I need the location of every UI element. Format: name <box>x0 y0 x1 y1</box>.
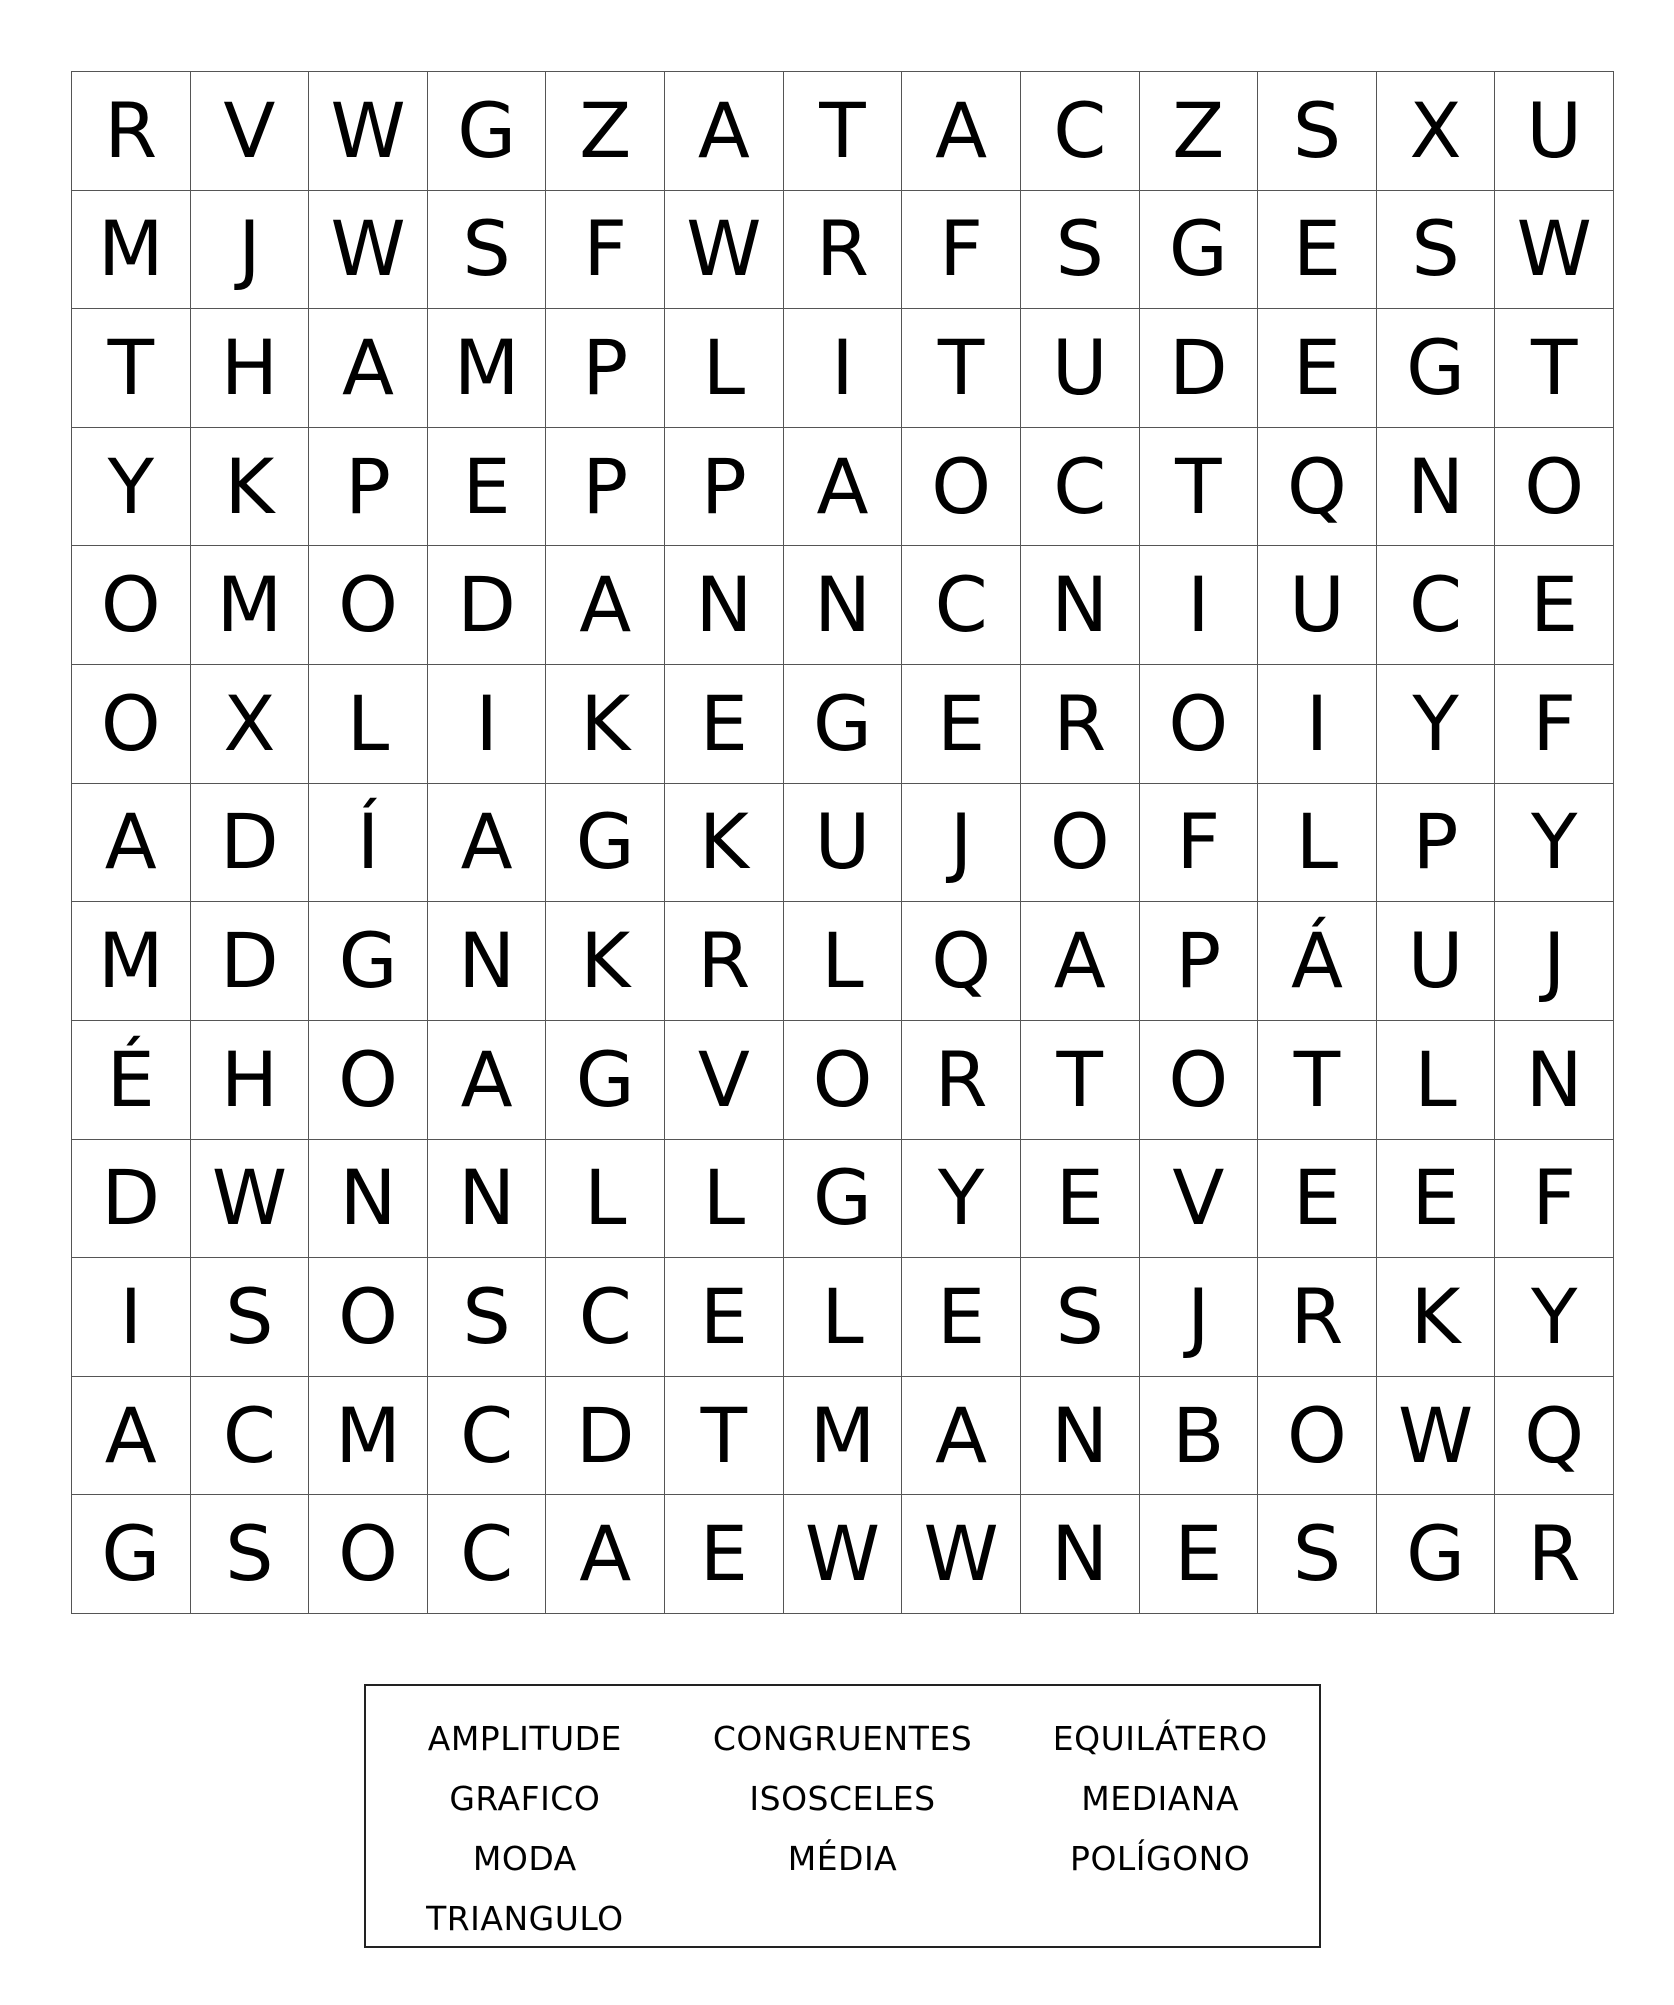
grid-cell[interactable]: E <box>1140 1495 1259 1614</box>
grid-cell[interactable]: I <box>428 665 547 784</box>
grid-cell[interactable]: E <box>428 428 547 547</box>
grid-cell[interactable]: O <box>1140 665 1259 784</box>
grid-cell[interactable]: M <box>428 309 547 428</box>
grid-cell[interactable]: P <box>665 428 784 547</box>
grid-cell[interactable]: J <box>1140 1258 1259 1377</box>
grid-cell[interactable]: É <box>72 1021 191 1140</box>
word-bank-item: AMPLITUDE <box>427 1718 622 1758</box>
grid-cell[interactable]: M <box>784 1377 903 1496</box>
grid-cell[interactable]: O <box>902 428 1021 547</box>
grid-cell[interactable]: P <box>546 309 665 428</box>
grid-cell[interactable]: T <box>1258 1021 1377 1140</box>
grid-cell[interactable]: L <box>546 1140 665 1259</box>
word-bank-item: CONGRUENTES <box>712 1718 973 1758</box>
grid-cell[interactable]: Y <box>902 1140 1021 1259</box>
grid-cell[interactable]: G <box>784 665 903 784</box>
grid-cell[interactable]: Á <box>1258 902 1377 1021</box>
grid-cell[interactable]: T <box>1140 428 1259 547</box>
grid-cell[interactable]: P <box>546 428 665 547</box>
grid-cell[interactable]: A <box>309 309 428 428</box>
grid-cell[interactable]: E <box>665 1495 784 1614</box>
grid-cell[interactable]: D <box>72 1140 191 1259</box>
grid-cell[interactable]: Q <box>902 902 1021 1021</box>
grid-cell[interactable]: N <box>428 1140 547 1259</box>
grid-cell[interactable]: T <box>1495 309 1614 428</box>
word-bank-item: GRAFICO <box>449 1778 601 1818</box>
grid-cell[interactable]: O <box>1021 784 1140 903</box>
grid-cell[interactable]: A <box>902 1377 1021 1496</box>
grid-cell[interactable]: U <box>1258 546 1377 665</box>
grid-cell[interactable]: K <box>191 428 310 547</box>
grid-cell[interactable]: O <box>309 1021 428 1140</box>
grid-cell[interactable]: O <box>72 546 191 665</box>
grid-cell[interactable]: H <box>191 309 310 428</box>
grid-cell[interactable]: S <box>1258 1495 1377 1614</box>
grid-cell[interactable]: Y <box>1495 784 1614 903</box>
grid-cell[interactable]: S <box>428 191 547 310</box>
grid-cell[interactable]: T <box>72 309 191 428</box>
grid-cell[interactable]: O <box>309 1495 428 1614</box>
grid-cell[interactable]: Y <box>1377 665 1496 784</box>
grid-cell[interactable]: V <box>191 72 310 191</box>
grid-cell[interactable]: R <box>902 1021 1021 1140</box>
word-bank-item: TRIANGULO <box>426 1898 624 1938</box>
grid-cell[interactable]: O <box>1140 1021 1259 1140</box>
grid-cell[interactable]: S <box>191 1258 310 1377</box>
grid-cell[interactable]: S <box>1021 1258 1140 1377</box>
grid-cell[interactable]: C <box>428 1377 547 1496</box>
grid-cell[interactable]: P <box>309 428 428 547</box>
grid-cell[interactable]: C <box>428 1495 547 1614</box>
grid-cell[interactable]: K <box>546 902 665 1021</box>
grid-cell[interactable]: O <box>1258 1377 1377 1496</box>
grid-cell[interactable]: E <box>1258 1140 1377 1259</box>
grid-cell[interactable]: R <box>665 902 784 1021</box>
grid-cell[interactable]: I <box>1140 546 1259 665</box>
grid-cell[interactable]: W <box>784 1495 903 1614</box>
grid-cell[interactable]: M <box>72 191 191 310</box>
grid-cell[interactable]: K <box>546 665 665 784</box>
grid-cell[interactable]: L <box>1258 784 1377 903</box>
grid-cell[interactable]: I <box>1258 665 1377 784</box>
grid-cell[interactable]: P <box>1377 784 1496 903</box>
grid-cell[interactable]: E <box>1258 309 1377 428</box>
grid-cell[interactable]: T <box>784 72 903 191</box>
grid-cell[interactable]: F <box>1495 1140 1614 1259</box>
grid-cell[interactable]: D <box>191 902 310 1021</box>
grid-cell[interactable]: E <box>1258 191 1377 310</box>
grid-cell[interactable]: F <box>1495 665 1614 784</box>
grid-cell[interactable]: W <box>309 72 428 191</box>
letter-grid <box>71 71 1614 1614</box>
grid-cell[interactable]: G <box>1377 1495 1496 1614</box>
word-bank <box>364 1684 1321 1948</box>
grid-cell[interactable]: G <box>72 1495 191 1614</box>
grid-cell[interactable]: D <box>191 784 310 903</box>
grid-cell[interactable]: F <box>902 191 1021 310</box>
grid-cell[interactable]: R <box>784 191 903 310</box>
grid-cell[interactable]: X <box>1377 72 1496 191</box>
grid-cell[interactable]: N <box>428 902 547 1021</box>
grid-cell[interactable]: O <box>309 546 428 665</box>
grid-cell[interactable]: F <box>1140 784 1259 903</box>
grid-cell[interactable]: E <box>1021 1140 1140 1259</box>
grid-cell[interactable]: O <box>784 1021 903 1140</box>
grid-cell[interactable]: D <box>546 1377 665 1496</box>
grid-cell[interactable]: C <box>191 1377 310 1496</box>
grid-cell[interactable]: E <box>665 1258 784 1377</box>
grid-cell[interactable]: V <box>665 1021 784 1140</box>
grid-cell[interactable]: A <box>546 546 665 665</box>
grid-cell[interactable]: W <box>1377 1377 1496 1496</box>
grid-cell[interactable]: J <box>902 784 1021 903</box>
grid-cell[interactable]: A <box>784 428 903 547</box>
grid-cell[interactable]: U <box>1377 902 1496 1021</box>
grid-cell[interactable]: L <box>309 665 428 784</box>
grid-cell[interactable]: J <box>1495 902 1614 1021</box>
grid-cell[interactable]: A <box>428 1021 547 1140</box>
grid-cell[interactable]: N <box>1021 1495 1140 1614</box>
grid-cell[interactable]: V <box>1140 1140 1259 1259</box>
grid-cell[interactable]: S <box>1258 72 1377 191</box>
grid-cell[interactable]: T <box>665 1377 784 1496</box>
grid-cell[interactable]: C <box>1021 428 1140 547</box>
grid-cell[interactable]: U <box>1021 309 1140 428</box>
grid-cell[interactable]: N <box>784 546 903 665</box>
grid-cell[interactable]: P <box>1140 902 1259 1021</box>
grid-cell[interactable]: Q <box>1258 428 1377 547</box>
word-bank-item: EQUILÁTERO <box>1052 1718 1268 1758</box>
grid-cell[interactable]: A <box>665 72 784 191</box>
grid-cell[interactable]: A <box>428 784 547 903</box>
grid-cell[interactable]: N <box>665 546 784 665</box>
grid-cell[interactable]: A <box>902 72 1021 191</box>
grid-cell[interactable]: R <box>1495 1495 1614 1614</box>
grid-cell[interactable]: Z <box>546 72 665 191</box>
grid-cell[interactable]: O <box>72 665 191 784</box>
grid-cell[interactable]: Y <box>1495 1258 1614 1377</box>
grid-cell[interactable]: S <box>428 1258 547 1377</box>
grid-cell[interactable]: D <box>428 546 547 665</box>
grid-cell[interactable]: N <box>1377 428 1496 547</box>
word-bank-item: ISOSCELES <box>749 1778 936 1818</box>
grid-cell[interactable]: A <box>546 1495 665 1614</box>
grid-cell[interactable]: L <box>784 1258 903 1377</box>
grid-cell[interactable]: M <box>72 902 191 1021</box>
grid-cell[interactable]: O <box>309 1258 428 1377</box>
grid-cell[interactable]: E <box>902 665 1021 784</box>
grid-cell[interactable]: S <box>1021 191 1140 310</box>
grid-cell[interactable]: T <box>1021 1021 1140 1140</box>
word-bank-item: MEDIANA <box>1081 1778 1240 1818</box>
grid-cell[interactable]: E <box>1377 1140 1496 1259</box>
grid-cell[interactable]: G <box>784 1140 903 1259</box>
grid-cell[interactable]: L <box>665 1140 784 1259</box>
grid-cell[interactable]: C <box>902 546 1021 665</box>
grid-cell[interactable]: D <box>1140 309 1259 428</box>
grid-cell[interactable]: U <box>784 784 903 903</box>
word-bank-item: MÉDIA <box>787 1838 898 1878</box>
grid-cell[interactable]: A <box>1021 902 1140 1021</box>
grid-cell[interactable]: H <box>191 1021 310 1140</box>
grid-cell[interactable]: M <box>309 1377 428 1496</box>
grid-cell[interactable]: R <box>72 72 191 191</box>
grid-cell[interactable]: I <box>72 1258 191 1377</box>
grid-cell[interactable]: G <box>1377 309 1496 428</box>
grid-cell[interactable]: J <box>191 191 310 310</box>
grid-cell[interactable]: T <box>902 309 1021 428</box>
grid-cell[interactable]: C <box>546 1258 665 1377</box>
grid-cell[interactable]: I <box>784 309 903 428</box>
grid-cell[interactable]: L <box>1377 1021 1496 1140</box>
grid-cell[interactable]: A <box>72 1377 191 1496</box>
grid-cell[interactable]: W <box>309 191 428 310</box>
grid-cell[interactable]: S <box>1377 191 1496 310</box>
grid-cell[interactable]: G <box>1140 191 1259 310</box>
grid-cell[interactable]: G <box>546 1021 665 1140</box>
grid-cell[interactable]: Y <box>72 428 191 547</box>
grid-cell[interactable]: G <box>309 902 428 1021</box>
grid-cell[interactable]: E <box>1495 546 1614 665</box>
grid-cell[interactable]: N <box>309 1140 428 1259</box>
grid-cell[interactable]: A <box>72 784 191 903</box>
grid-cell[interactable]: C <box>1377 546 1496 665</box>
grid-cell[interactable]: W <box>665 191 784 310</box>
grid-cell[interactable]: E <box>902 1258 1021 1377</box>
grid-cell[interactable]: L <box>784 902 903 1021</box>
word-bank-item: POLÍGONO <box>1070 1838 1251 1878</box>
grid-cell[interactable]: M <box>191 546 310 665</box>
grid-cell[interactable]: U <box>1495 72 1614 191</box>
grid-cell[interactable]: W <box>1495 191 1614 310</box>
grid-cell[interactable]: C <box>1021 72 1140 191</box>
grid-cell[interactable]: Z <box>1140 72 1259 191</box>
word-bank-item: MODA <box>472 1838 577 1878</box>
grid-cell[interactable]: N <box>1495 1021 1614 1140</box>
grid-cell[interactable]: L <box>665 309 784 428</box>
grid-cell[interactable]: O <box>1495 428 1614 547</box>
grid-cell[interactable]: K <box>1377 1258 1496 1377</box>
grid-cell[interactable]: W <box>902 1495 1021 1614</box>
grid-cell[interactable]: K <box>665 784 784 903</box>
grid-cell[interactable]: E <box>665 665 784 784</box>
grid-cell[interactable]: G <box>546 784 665 903</box>
grid-cell[interactable]: R <box>1021 665 1140 784</box>
grid-cell[interactable]: S <box>191 1495 310 1614</box>
grid-cell[interactable]: F <box>546 191 665 310</box>
grid-cell[interactable]: R <box>1258 1258 1377 1377</box>
grid-cell[interactable]: B <box>1140 1377 1259 1496</box>
grid-cell[interactable]: X <box>191 665 310 784</box>
grid-cell[interactable]: W <box>191 1140 310 1259</box>
grid-cell[interactable]: N <box>1021 546 1140 665</box>
grid-cell[interactable]: G <box>428 72 547 191</box>
grid-cell[interactable]: Q <box>1495 1377 1614 1496</box>
grid-cell[interactable]: N <box>1021 1377 1140 1496</box>
grid-cell[interactable]: Í <box>309 784 428 903</box>
